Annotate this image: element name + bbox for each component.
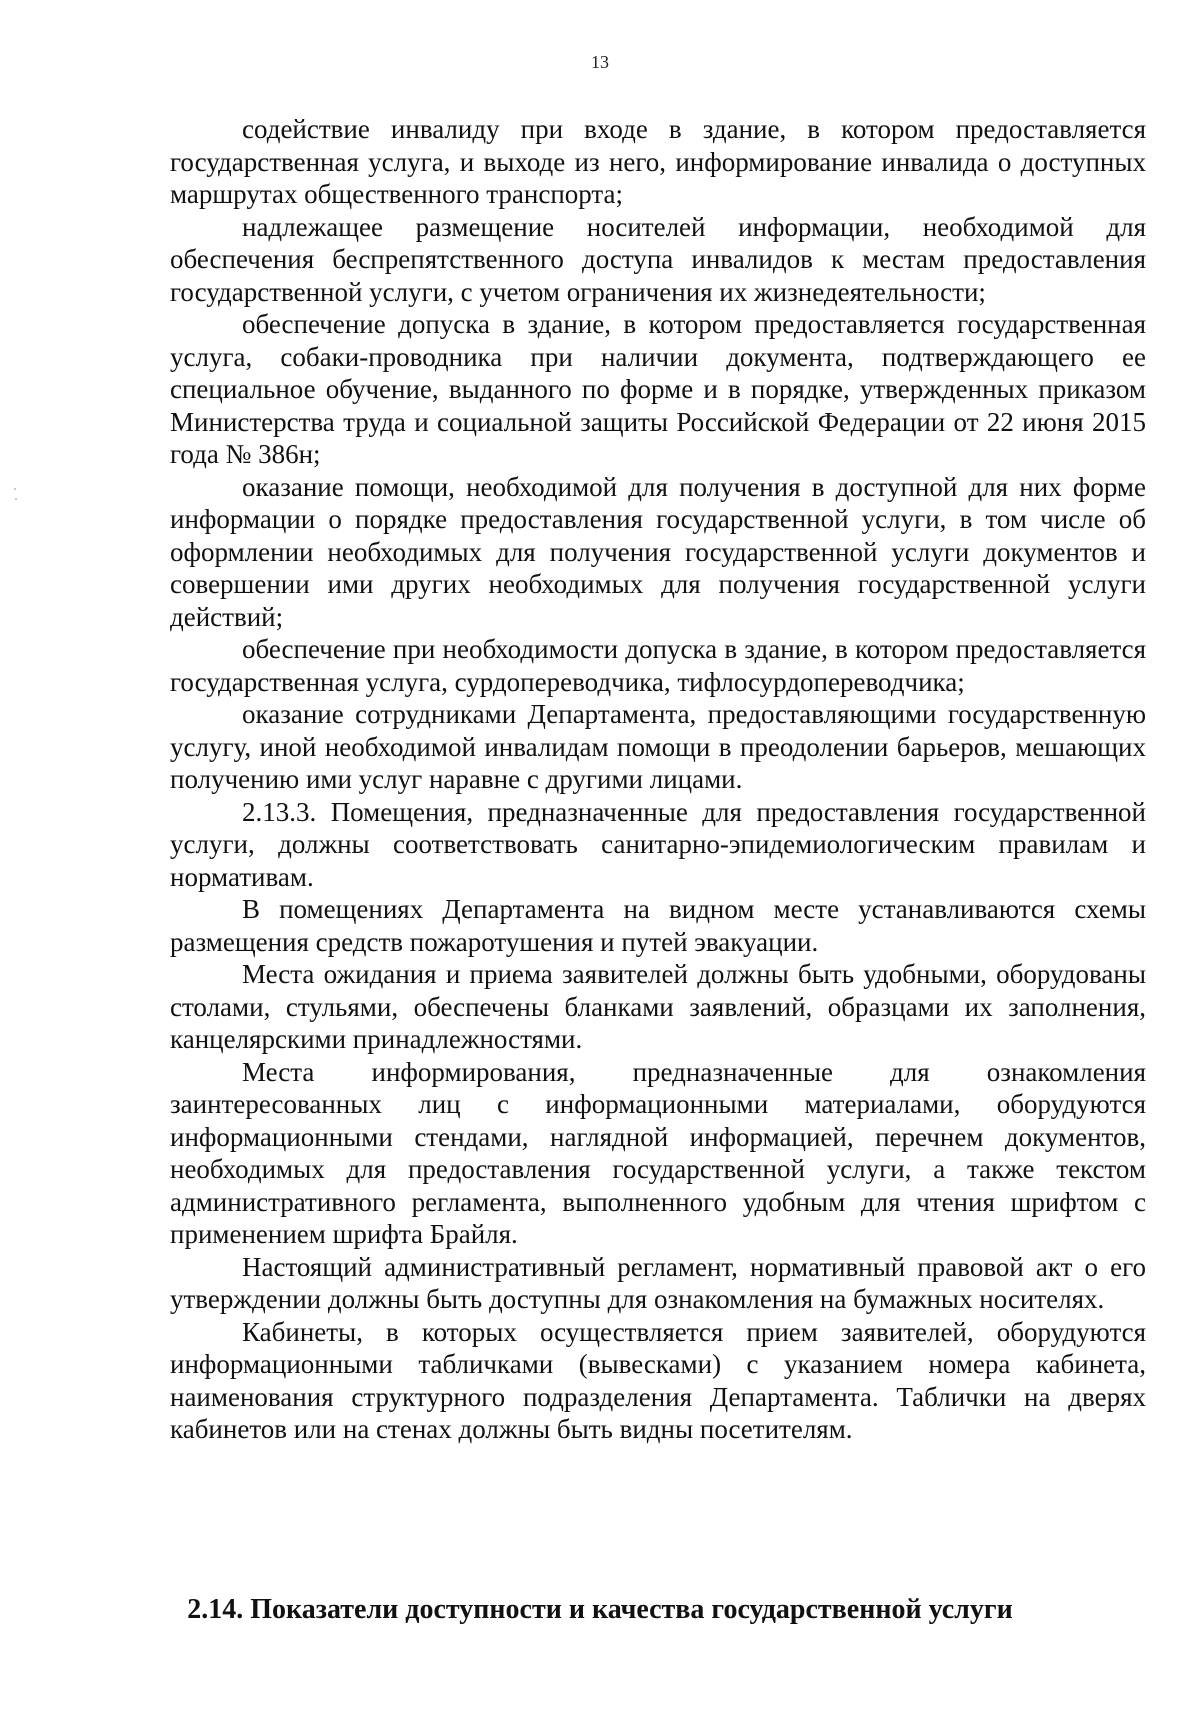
paragraph: Кабинеты, в которых осуществляется прием заявителей, оборудуются информационными табличками (вывесками) с указанием номера кабинета, наименования структурного подразделения Департамента. Таблички на дверях кабинетов или на стенах должны быть видны посетителям. [170, 1316, 1146, 1444]
paragraph: оказание сотрудниками Департамента, предоставляющими государственную услугу, иной необходимой инвалидам помощи в преодолении барьеров, мешающих получению ими услуг наравне с другими лицами. [170, 699, 1146, 794]
paragraph: 2.13.3. Помещения, предназначенные для предоставления государственной услуги, должны соответствовать санитарно-эпидемиологическим правилам и нормативам. [170, 796, 1146, 892]
section-heading: 2.14. Показатели доступности и качества государственной услуги [187, 1594, 1013, 1625]
paragraph: В помещениях Департамента на видном месте устанавливаются схемы размещения средств пожаротушения и путей эвакуации. [170, 894, 1146, 957]
paragraph: обеспечение допуска в здание, в котором предоставляется государственная услуга, собаки-проводника при наличии документа, подтверждающего ее специальное обучение, выданного по форме и в порядке, утвержденных приказом Министерства труда и социальной защиты Российской Федерации от 22 июня 2015 года № 386н; [170, 309, 1146, 469]
document-body [170, 113, 1146, 1446]
page-number: 13 [591, 52, 609, 72]
scan-speck [15, 498, 17, 500]
paragraph: Настоящий административный регламент, нормативный правовой акт о его утверждении должны быть доступны для ознакомления на бумажных носителях. [170, 1251, 1146, 1314]
paragraph: надлежащее размещение носителей информации, необходимой для обеспечения беспрепятственного доступа инвалидов к местам предоставления государственной услуги, с учетом ограничения их жизнедеятельности; [170, 211, 1146, 307]
paragraph: Места ожидания и приема заявителей должны быть удобными, оборудованы столами, стульями, обеспечены бланками заявлений, образцами их заполнения, канцелярскими принадлежностями. [170, 959, 1146, 1054]
paragraph: Места информирования, предназначенные для ознакомления заинтересованных лиц с информационными материалами, оборудуются информационными стендами, наглядной информацией, перечнем документов, необходимых для предоставления государственной услуги, а также текстом административного регламента, выполненного удобным для чтения шрифтом с применением шрифта Брайля. [170, 1056, 1146, 1249]
paragraph: обеспечение при необходимости допуска в здание, в котором предоставляется государственная услуга, сурдопереводчика, тифлосурдопереводчика; [170, 634, 1146, 697]
paragraph: содействие инвалиду при входе в здание, в котором предоставляется государственная услуга, и выходе из него, информирование инвалида о доступных маршрутах общественного транспорта; [170, 114, 1146, 209]
scan-speck [14, 488, 16, 490]
paragraph: оказание помощи, необходимой для получения в доступной для них форме информации о порядке предоставления государственной услуги, в том числе об оформлении необходимых для получения государственной услуги документов и совершении ими других необходимых для получения государственной услуги действий; [170, 471, 1146, 632]
